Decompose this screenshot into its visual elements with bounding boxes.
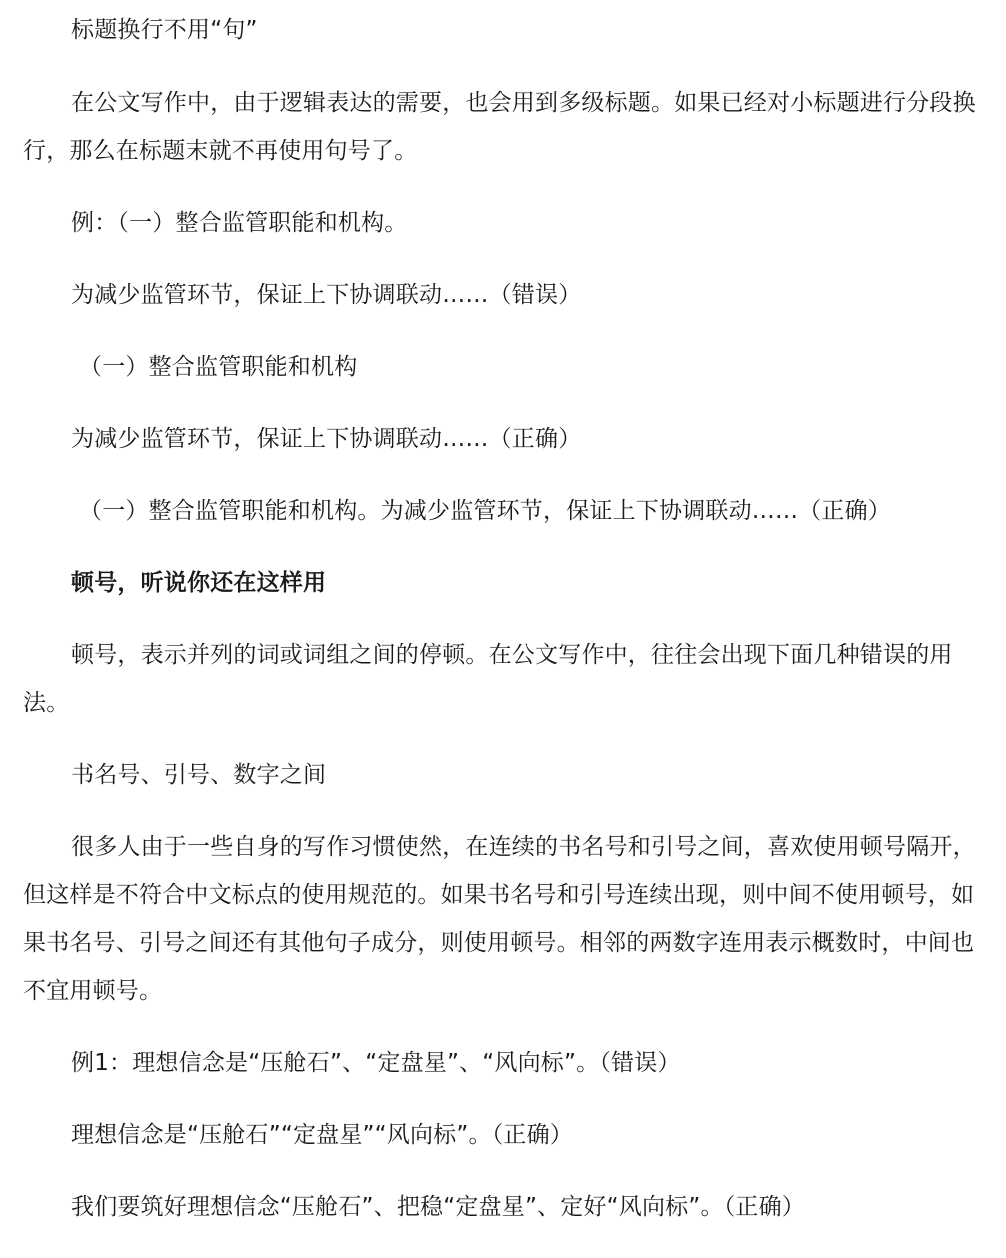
paragraph-explanation: 很多人由于一些自身的写作习惯使然，在连续的书名号和引号之间，喜欢使用顿号隔开，但这样是不符合中文标点的使用规范的。如果书名号和引号连续出现，则中间不使用顿号，如果书名号、引号之间还有其他句子成分，则使用顿号。相邻的两数字连用表示概数时，中间也不宜用顿号。 (23, 834, 976, 1004)
paragraph-example-right-2: 为减少监管环节，保证上下协调联动……（正确） (71, 426, 582, 452)
paragraph-example-wrong-2: 为减少监管环节，保证上下协调联动……（错误） (71, 282, 582, 308)
paragraph-example1-right-2: 我们要筑好理想信念“压舱石”、把稳“定盘星”、定好“风向标”。（正确） (71, 1194, 805, 1220)
paragraph-example-wrong-1: 例：（一）整合监管职能和机构。 (71, 210, 408, 236)
paragraph-intro: 在公文写作中，由于逻辑表达的需要，也会用到多级标题。如果已经对小标题进行分段换行，那么在标题末就不再使用句号了。 (23, 90, 976, 164)
paragraph-example-right-1: （一）整合监管职能和机构 (79, 354, 358, 380)
paragraph-example1-right: 理想信念是“压舱石”“定盘星”“风向标”。（正确） (71, 1122, 573, 1148)
paragraph-subtitle: 书名号、引号、数字之间 (71, 762, 327, 788)
paragraph-comma-intro: 顿号，表示并列的词或词组之间的停顿。在公文写作中，往往会出现下面几种错误的用法。 (23, 642, 953, 716)
paragraph-example1-wrong: 例1：理想信念是“压舱石”、“定盘星”、“风向标”。（错误） (71, 1050, 681, 1076)
section-title-comma: 顿号，听说你还在这样用 (71, 570, 327, 596)
section-title-period: 标题换行不用“句” (71, 17, 258, 43)
paragraph-example-right-3: （一）整合监管职能和机构。为减少监管环节，保证上下协调联动……（正确） (79, 498, 891, 524)
